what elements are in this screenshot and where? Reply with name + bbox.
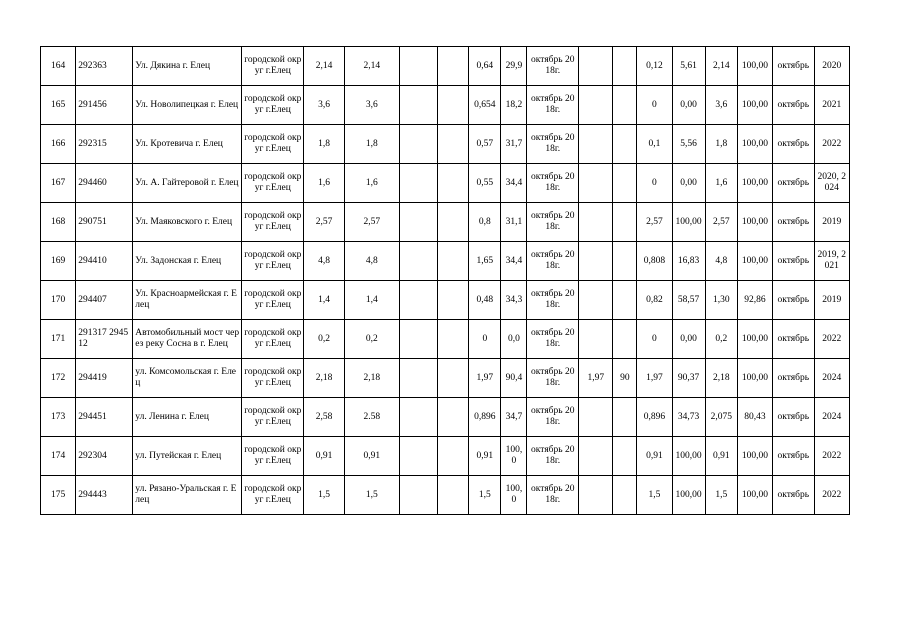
- cell-v11: 1,5: [705, 476, 737, 515]
- cell-v10: 58,57: [672, 281, 705, 320]
- cell-v6: 34,4: [501, 242, 527, 281]
- cell-year: 2021: [814, 86, 849, 125]
- cell-num: 175: [41, 476, 76, 515]
- cell-month: октябрь: [773, 47, 814, 86]
- cell-v2: 2,14: [344, 47, 399, 86]
- cell-v5: 0,64: [469, 47, 501, 86]
- cell-num: 167: [41, 164, 76, 203]
- cell-v8: [613, 281, 637, 320]
- cell-v4: [438, 398, 469, 437]
- cell-v7: [579, 86, 613, 125]
- table-row: [41, 398, 850, 437]
- cell-name: Ул. Задонская г. Елец: [133, 242, 242, 281]
- cell-v11: 0,91: [705, 437, 737, 476]
- cell-date: октябрь 2018г.: [527, 437, 579, 476]
- cell-year: 2022: [814, 437, 849, 476]
- cell-v12: 100,00: [737, 242, 772, 281]
- cell-v2: 2,18: [344, 359, 399, 398]
- cell-name: Ул. Кротевича г. Елец: [133, 125, 242, 164]
- cell-v5: 0,8: [469, 203, 501, 242]
- cell-v10: 16,83: [672, 242, 705, 281]
- cell-v7: [579, 125, 613, 164]
- cell-v11: 1,8: [705, 125, 737, 164]
- cell-date: октябрь 2018г.: [527, 359, 579, 398]
- cell-date: октябрь 2018г.: [527, 203, 579, 242]
- cell-code: 294407: [76, 281, 133, 320]
- cell-v7: [579, 281, 613, 320]
- cell-v1: 0,91: [304, 437, 344, 476]
- cell-v8: [613, 86, 637, 125]
- cell-year: 2019: [814, 281, 849, 320]
- cell-v8: [613, 320, 637, 359]
- cell-v12: 100,00: [737, 320, 772, 359]
- cell-month: октябрь: [773, 281, 814, 320]
- cell-v7: [579, 203, 613, 242]
- cell-num: 164: [41, 47, 76, 86]
- cell-v12: 92,86: [737, 281, 772, 320]
- cell-v8: [613, 437, 637, 476]
- cell-year: 2022: [814, 476, 849, 515]
- cell-v11: 2,18: [705, 359, 737, 398]
- table-row: [41, 164, 850, 203]
- cell-v2: 2,57: [344, 203, 399, 242]
- cell-v4: [438, 281, 469, 320]
- cell-v10: 34,73: [672, 398, 705, 437]
- cell-date: октябрь 2018г.: [527, 281, 579, 320]
- cell-num: 174: [41, 437, 76, 476]
- cell-month: октябрь: [773, 242, 814, 281]
- cell-date: октябрь 2018г.: [527, 398, 579, 437]
- table-row: [41, 47, 850, 86]
- cell-year: 2024: [814, 359, 849, 398]
- cell-month: октябрь: [773, 320, 814, 359]
- cell-date: октябрь 2018г.: [527, 125, 579, 164]
- cell-v2: 1,8: [344, 125, 399, 164]
- cell-v9: 0,808: [637, 242, 672, 281]
- cell-v3: [399, 398, 437, 437]
- cell-v4: [438, 164, 469, 203]
- cell-v8: [613, 242, 637, 281]
- cell-mun: городской округ г.Елец: [242, 476, 304, 515]
- cell-v4: [438, 476, 469, 515]
- cell-v5: 0,91: [469, 437, 501, 476]
- cell-v3: [399, 437, 437, 476]
- cell-code: 294410: [76, 242, 133, 281]
- cell-v10: 0,00: [672, 320, 705, 359]
- cell-v3: [399, 203, 437, 242]
- cell-v12: 100,00: [737, 437, 772, 476]
- cell-v12: 100,00: [737, 86, 772, 125]
- cell-v10: 100,00: [672, 437, 705, 476]
- cell-v7: [579, 47, 613, 86]
- table-row: [41, 203, 850, 242]
- cell-mun: городской округ г.Елец: [242, 320, 304, 359]
- cell-v11: 1,30: [705, 281, 737, 320]
- cell-v8: [613, 398, 637, 437]
- cell-v9: 0,1: [637, 125, 672, 164]
- cell-month: октябрь: [773, 398, 814, 437]
- cell-v3: [399, 86, 437, 125]
- cell-code: 291317 294512: [76, 320, 133, 359]
- cell-month: октябрь: [773, 203, 814, 242]
- cell-v2: 0,2: [344, 320, 399, 359]
- cell-v1: 1,5: [304, 476, 344, 515]
- cell-v6: 34,4: [501, 164, 527, 203]
- cell-v1: 1,8: [304, 125, 344, 164]
- cell-v1: 1,6: [304, 164, 344, 203]
- cell-v5: 0,654: [469, 86, 501, 125]
- cell-v4: [438, 320, 469, 359]
- cell-v6: 90,4: [501, 359, 527, 398]
- cell-date: октябрь 2018г.: [527, 164, 579, 203]
- cell-v3: [399, 242, 437, 281]
- cell-mun: городской округ г.Елец: [242, 398, 304, 437]
- cell-v6: 31,7: [501, 125, 527, 164]
- cell-v11: 2,075: [705, 398, 737, 437]
- cell-v10: 5,56: [672, 125, 705, 164]
- cell-v12: 100,00: [737, 164, 772, 203]
- cell-v11: 4,8: [705, 242, 737, 281]
- cell-name: ул. Путейская г. Елец: [133, 437, 242, 476]
- cell-v10: 90,37: [672, 359, 705, 398]
- cell-v7: [579, 398, 613, 437]
- table-row: [41, 476, 850, 515]
- cell-num: 165: [41, 86, 76, 125]
- cell-date: октябрь 2018г.: [527, 242, 579, 281]
- cell-year: 2019, 2021: [814, 242, 849, 281]
- cell-date: октябрь 2018г.: [527, 86, 579, 125]
- cell-v9: 0,82: [637, 281, 672, 320]
- cell-v8: [613, 164, 637, 203]
- cell-v5: 1,97: [469, 359, 501, 398]
- cell-v7: [579, 164, 613, 203]
- cell-v4: [438, 359, 469, 398]
- cell-v5: 0,55: [469, 164, 501, 203]
- cell-v3: [399, 125, 437, 164]
- table-row: [41, 281, 850, 320]
- cell-v10: 100,00: [672, 476, 705, 515]
- cell-month: октябрь: [773, 476, 814, 515]
- cell-num: 169: [41, 242, 76, 281]
- cell-v1: 1,4: [304, 281, 344, 320]
- cell-v4: [438, 203, 469, 242]
- cell-v6: 0,0: [501, 320, 527, 359]
- cell-mun: городской округ г.Елец: [242, 437, 304, 476]
- cell-v12: 100,00: [737, 47, 772, 86]
- cell-v4: [438, 86, 469, 125]
- cell-v9: 1,5: [637, 476, 672, 515]
- table-row: [41, 437, 850, 476]
- cell-v12: 100,00: [737, 203, 772, 242]
- cell-v8: [613, 125, 637, 164]
- cell-v9: 0,896: [637, 398, 672, 437]
- cell-code: 294419: [76, 359, 133, 398]
- cell-v4: [438, 47, 469, 86]
- cell-v4: [438, 125, 469, 164]
- cell-v7: 1,97: [579, 359, 613, 398]
- cell-v3: [399, 281, 437, 320]
- cell-code: 292363: [76, 47, 133, 86]
- cell-v5: 1,5: [469, 476, 501, 515]
- cell-v1: 2,14: [304, 47, 344, 86]
- cell-date: октябрь 2018г.: [527, 47, 579, 86]
- cell-v12: 80,43: [737, 398, 772, 437]
- cell-v11: 3,6: [705, 86, 737, 125]
- cell-mun: городской округ г.Елец: [242, 281, 304, 320]
- table-row: [41, 125, 850, 164]
- cell-year: 2024: [814, 398, 849, 437]
- cell-v5: 0,896: [469, 398, 501, 437]
- cell-v10: 100,00: [672, 203, 705, 242]
- cell-num: 168: [41, 203, 76, 242]
- cell-num: 170: [41, 281, 76, 320]
- cell-v1: 4,8: [304, 242, 344, 281]
- cell-code: 294460: [76, 164, 133, 203]
- cell-year: 2022: [814, 125, 849, 164]
- cell-v7: [579, 476, 613, 515]
- cell-month: октябрь: [773, 359, 814, 398]
- cell-v10: 0,00: [672, 164, 705, 203]
- cell-v2: 1,5: [344, 476, 399, 515]
- cell-name: Автомобильный мост через реку Сосна в г. Елец: [133, 320, 242, 359]
- cell-name: Ул. Маяковского г. Елец: [133, 203, 242, 242]
- cell-v11: 2,14: [705, 47, 737, 86]
- cell-v7: [579, 320, 613, 359]
- cell-v2: 3,6: [344, 86, 399, 125]
- table-row: [41, 320, 850, 359]
- cell-v5: 0,48: [469, 281, 501, 320]
- cell-name: Ул. Новолипецкая г. Елец: [133, 86, 242, 125]
- cell-year: 2022: [814, 320, 849, 359]
- cell-v3: [399, 359, 437, 398]
- cell-code: 292315: [76, 125, 133, 164]
- cell-v10: 5,61: [672, 47, 705, 86]
- cell-v2: 0,91: [344, 437, 399, 476]
- cell-v3: [399, 320, 437, 359]
- cell-v9: 1,97: [637, 359, 672, 398]
- cell-v2: 1,6: [344, 164, 399, 203]
- cell-v8: [613, 203, 637, 242]
- cell-date: октябрь 2018г.: [527, 320, 579, 359]
- cell-mun: городской округ г.Елец: [242, 242, 304, 281]
- cell-name: ул. Рязано-Уральская г. Елец: [133, 476, 242, 515]
- cell-v6: 100,0: [501, 437, 527, 476]
- cell-v5: 0: [469, 320, 501, 359]
- cell-name: ул. Ленина г. Елец: [133, 398, 242, 437]
- cell-v2: 1,4: [344, 281, 399, 320]
- cell-num: 166: [41, 125, 76, 164]
- cell-v10: 0,00: [672, 86, 705, 125]
- cell-month: октябрь: [773, 86, 814, 125]
- cell-v4: [438, 242, 469, 281]
- cell-v1: 2,58: [304, 398, 344, 437]
- cell-v8: [613, 47, 637, 86]
- cell-year: 2020: [814, 47, 849, 86]
- cell-v6: 34,3: [501, 281, 527, 320]
- road-table: [40, 46, 850, 515]
- cell-mun: городской округ г.Елец: [242, 164, 304, 203]
- cell-v12: 100,00: [737, 359, 772, 398]
- cell-v6: 29,9: [501, 47, 527, 86]
- cell-v9: 0: [637, 164, 672, 203]
- cell-v2: 4,8: [344, 242, 399, 281]
- cell-code: 290751: [76, 203, 133, 242]
- cell-mun: городской округ г.Елец: [242, 125, 304, 164]
- cell-v2: 2.58: [344, 398, 399, 437]
- cell-v9: 0: [637, 86, 672, 125]
- cell-name: Ул. А. Гайтеровой г. Елец: [133, 164, 242, 203]
- cell-v9: 0,12: [637, 47, 672, 86]
- cell-v3: [399, 164, 437, 203]
- cell-mun: городской округ г.Елец: [242, 203, 304, 242]
- cell-code: 291456: [76, 86, 133, 125]
- cell-v7: [579, 437, 613, 476]
- cell-v3: [399, 47, 437, 86]
- cell-v9: 0,91: [637, 437, 672, 476]
- cell-v11: 0,2: [705, 320, 737, 359]
- cell-mun: городской округ г.Елец: [242, 47, 304, 86]
- cell-v12: 100,00: [737, 476, 772, 515]
- cell-v8: 90: [613, 359, 637, 398]
- cell-mun: городской округ г.Елец: [242, 359, 304, 398]
- table-row: [41, 86, 850, 125]
- cell-v12: 100,00: [737, 125, 772, 164]
- cell-mun: городской округ г.Елец: [242, 86, 304, 125]
- cell-name: ул. Комсомольская г. Елец: [133, 359, 242, 398]
- cell-num: 173: [41, 398, 76, 437]
- cell-v11: 1,6: [705, 164, 737, 203]
- cell-year: 2020, 2024: [814, 164, 849, 203]
- cell-name: Ул. Красноармейская г. Елец: [133, 281, 242, 320]
- cell-v8: [613, 476, 637, 515]
- cell-year: 2019: [814, 203, 849, 242]
- cell-v1: 0,2: [304, 320, 344, 359]
- cell-v5: 1,65: [469, 242, 501, 281]
- cell-name: Ул. Дякина г. Елец: [133, 47, 242, 86]
- cell-date: октябрь 2018г.: [527, 476, 579, 515]
- cell-v1: 3,6: [304, 86, 344, 125]
- cell-v6: 18,2: [501, 86, 527, 125]
- table-row: [41, 359, 850, 398]
- cell-v3: [399, 476, 437, 515]
- cell-v6: 34,7: [501, 398, 527, 437]
- cell-num: 172: [41, 359, 76, 398]
- cell-month: октябрь: [773, 164, 814, 203]
- cell-v9: 2,57: [637, 203, 672, 242]
- cell-v9: 0: [637, 320, 672, 359]
- cell-month: октябрь: [773, 125, 814, 164]
- table-row: [41, 242, 850, 281]
- table-body: [41, 47, 850, 515]
- cell-v7: [579, 242, 613, 281]
- cell-v11: 2,57: [705, 203, 737, 242]
- cell-code: 294451: [76, 398, 133, 437]
- cell-month: октябрь: [773, 437, 814, 476]
- cell-v6: 100,0: [501, 476, 527, 515]
- cell-code: 294443: [76, 476, 133, 515]
- cell-code: 292304: [76, 437, 133, 476]
- cell-v4: [438, 437, 469, 476]
- cell-v5: 0,57: [469, 125, 501, 164]
- cell-num: 171: [41, 320, 76, 359]
- cell-v1: 2,18: [304, 359, 344, 398]
- cell-v1: 2,57: [304, 203, 344, 242]
- cell-v6: 31,1: [501, 203, 527, 242]
